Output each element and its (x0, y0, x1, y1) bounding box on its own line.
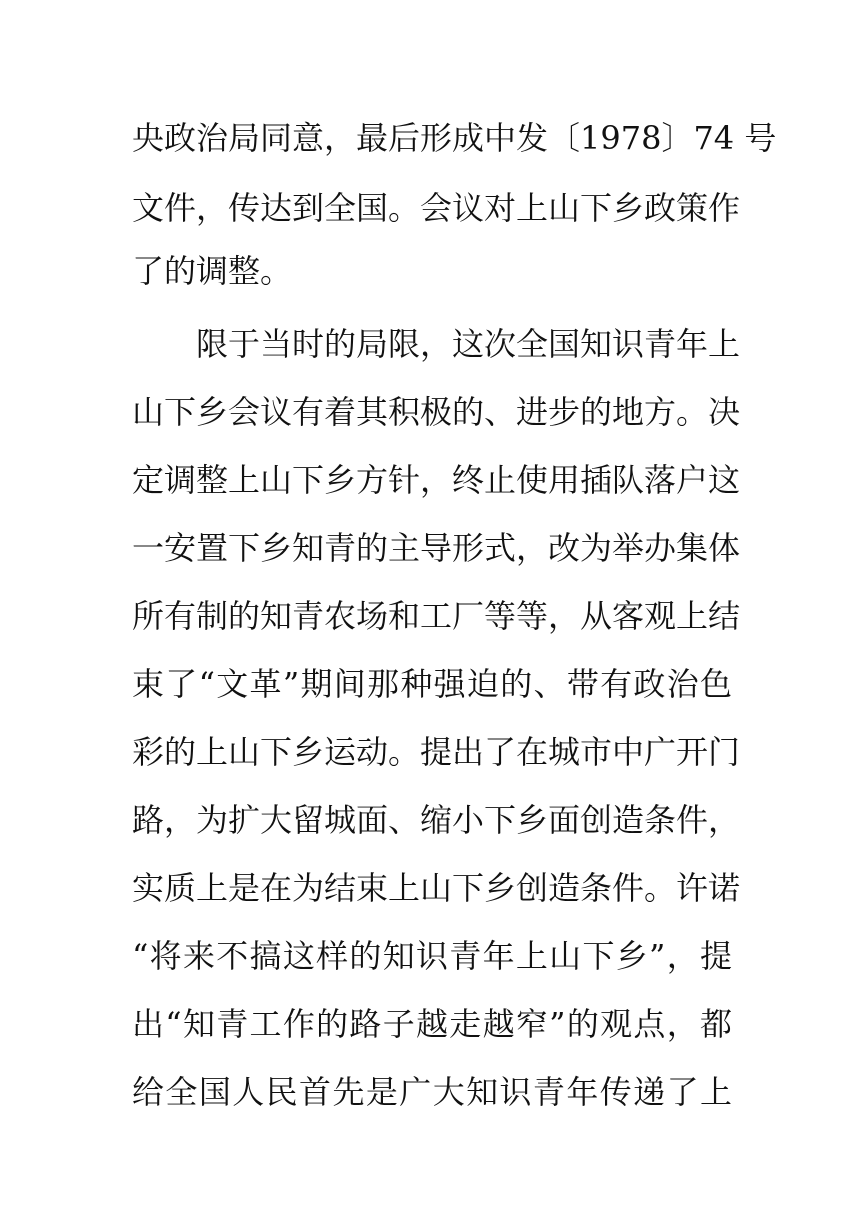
text-line: “将来不搞这样的知识青年上山下乡”，提 (132, 937, 732, 975)
text-line: 彩的上山下乡运动。提出了在城市中广开门 (132, 733, 741, 771)
text-line: 所有制的知青农场和工厂等等，从客观上结 (132, 597, 741, 635)
text-line: 束了“文革”期间那种强迫的、带有政治色 (132, 665, 732, 703)
text-line: 路，为扩大留城面、缩小下乡面创造条件， (132, 801, 741, 839)
text-line: 山下乡会议有着其积极的、进步的地方。决 (132, 393, 741, 431)
text-line: 央政治局同意，最后形成中发〔1978〕74 号 (132, 119, 777, 157)
text-line: 文件，传达到全国。会议对上山下乡政策作 (132, 189, 741, 227)
text-line: 了的调整。 (132, 252, 293, 290)
text-line: 限于当时的局限，这次全国知识青年上 (196, 325, 741, 363)
text-line: 出“知青工作的路子越走越窄”的观点，都 (132, 1005, 732, 1043)
text-line: 一安置下乡知青的主导形式，改为举办集体 (132, 529, 741, 567)
text-line: 给全国人民首先是广大知识青年传递了上 (132, 1073, 732, 1111)
text-line: 定调整上山下乡方针，终止使用插队落户这 (132, 461, 741, 499)
text-line: 实质上是在为结束上山下乡创造条件。许诺 (132, 869, 741, 907)
